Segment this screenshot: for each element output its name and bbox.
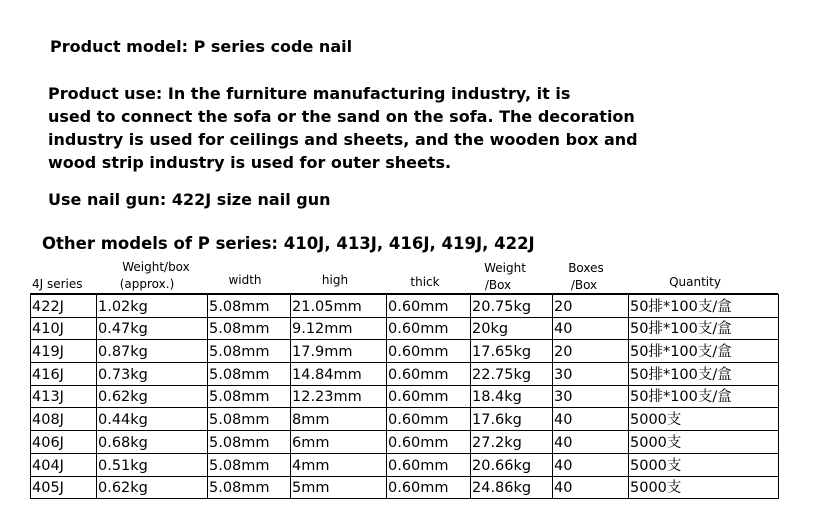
high-cell: 9.12mm — [291, 317, 387, 340]
product-use-line: industry is used for ceilings and sheets, and the wooden box and — [48, 130, 638, 149]
width-cell: 5.08mm — [208, 408, 291, 431]
width-cell: 5.08mm — [208, 476, 291, 499]
thick-cell: 0.60mm — [387, 431, 471, 454]
quantity-cell: 50排*100支/盒 — [629, 295, 779, 318]
table-row — [31, 408, 779, 431]
weight-cell: 1.02kg — [97, 295, 208, 318]
quantity-cell: 5000支 — [629, 476, 779, 499]
header-series: 4J series — [32, 277, 83, 291]
quantity-cell: 50排*100支/盒 — [629, 385, 779, 408]
thick-cell: 0.60mm — [387, 295, 471, 318]
width-cell: 5.08mm — [208, 340, 291, 363]
product-spec-table — [30, 294, 779, 499]
series-cell: 410J — [31, 317, 97, 340]
product-use-line: Product use: In the furniture manufacturing industry, it is — [48, 84, 571, 103]
table-row — [31, 363, 779, 386]
weight-per-box-cell: 17.65kg — [471, 340, 553, 363]
quantity-cell: 5000支 — [629, 453, 779, 476]
other-models-heading: Other models of P series: 410J, 413J, 416J, 419J, 422J — [42, 234, 535, 253]
thick-cell: 0.60mm — [387, 317, 471, 340]
weight-cell: 0.87kg — [97, 340, 208, 363]
table-row — [31, 476, 779, 499]
weight-per-box-cell: 22.75kg — [471, 363, 553, 386]
nail-gun-text: Use nail gun: 422J size nail gun — [48, 190, 331, 209]
thick-cell: 0.60mm — [387, 453, 471, 476]
quantity-cell: 5000支 — [629, 408, 779, 431]
series-cell: 406J — [31, 431, 97, 454]
weight-cell: 0.73kg — [97, 363, 208, 386]
header-quantity: Quantity — [669, 275, 721, 289]
series-cell: 416J — [31, 363, 97, 386]
quantity-cell: 50排*100支/盒 — [629, 317, 779, 340]
series-cell: 413J — [31, 385, 97, 408]
high-cell: 12.23mm — [291, 385, 387, 408]
high-cell: 6mm — [291, 431, 387, 454]
series-cell: 405J — [31, 476, 97, 499]
boxes-cell: 20 — [553, 340, 629, 363]
quantity-cell: 50排*100支/盒 — [629, 340, 779, 363]
thick-cell: 0.60mm — [387, 340, 471, 363]
weight-per-box-cell: 17.6kg — [471, 408, 553, 431]
width-cell: 5.08mm — [208, 385, 291, 408]
boxes-cell: 30 — [553, 363, 629, 386]
high-cell: 21.05mm — [291, 295, 387, 318]
header-weight-box-line1: Weight — [484, 261, 526, 275]
weight-per-box-cell: 20.75kg — [471, 295, 553, 318]
header-weight-box-line2: /Box — [484, 278, 512, 292]
table-row — [31, 295, 779, 318]
weight-cell: 0.68kg — [97, 431, 208, 454]
high-cell: 8mm — [291, 408, 387, 431]
header-boxes-line1: Boxes — [568, 261, 604, 275]
series-cell: 422J — [31, 295, 97, 318]
thick-cell: 0.60mm — [387, 408, 471, 431]
table-row — [31, 317, 779, 340]
table-row — [31, 385, 779, 408]
weight-per-box-cell: 20.66kg — [471, 453, 553, 476]
weight-cell: 0.51kg — [97, 453, 208, 476]
header-thick: thick — [410, 275, 440, 289]
weight-per-box-cell: 18.4kg — [471, 385, 553, 408]
weight-cell: 0.47kg — [97, 317, 208, 340]
width-cell: 5.08mm — [208, 317, 291, 340]
quantity-cell: 5000支 — [629, 431, 779, 454]
weight-cell: 0.62kg — [97, 385, 208, 408]
series-cell: 404J — [31, 453, 97, 476]
weight-per-box-cell: 27.2kg — [471, 431, 553, 454]
product-use-line: used to connect the sofa or the sand on the sofa. The decoration — [48, 107, 635, 126]
product-model-heading: Product model: P series code nail — [50, 37, 353, 56]
series-cell: 408J — [31, 408, 97, 431]
high-cell: 17.9mm — [291, 340, 387, 363]
series-cell: 419J — [31, 340, 97, 363]
table-row — [31, 340, 779, 363]
width-cell: 5.08mm — [208, 363, 291, 386]
boxes-cell: 40 — [553, 317, 629, 340]
table-row — [31, 431, 779, 454]
high-cell: 14.84mm — [291, 363, 387, 386]
weight-per-box-cell: 24.86kg — [471, 476, 553, 499]
thick-cell: 0.60mm — [387, 385, 471, 408]
header-boxes-line2: /Box — [570, 278, 598, 292]
high-cell: 4mm — [291, 453, 387, 476]
quantity-cell: 50排*100支/盒 — [629, 363, 779, 386]
table-row — [31, 453, 779, 476]
width-cell: 5.08mm — [208, 453, 291, 476]
header-weight-line1: Weight/box — [122, 260, 190, 274]
weight-cell: 0.44kg — [97, 408, 208, 431]
thick-cell: 0.60mm — [387, 363, 471, 386]
boxes-cell: 40 — [553, 431, 629, 454]
high-cell: 5mm — [291, 476, 387, 499]
header-width: width — [228, 273, 262, 287]
boxes-cell: 40 — [553, 408, 629, 431]
header-high: high — [321, 273, 349, 287]
product-use-paragraph — [48, 82, 638, 174]
product-use-line: wood strip industry is used for outer sheets. — [48, 153, 452, 172]
width-cell: 5.08mm — [208, 431, 291, 454]
weight-per-box-cell: 20kg — [471, 317, 553, 340]
boxes-cell: 40 — [553, 476, 629, 499]
boxes-cell: 20 — [553, 295, 629, 318]
boxes-cell: 30 — [553, 385, 629, 408]
weight-cell: 0.62kg — [97, 476, 208, 499]
width-cell: 5.08mm — [208, 295, 291, 318]
boxes-cell: 40 — [553, 453, 629, 476]
header-weight-line2: (approx.) — [119, 277, 175, 291]
thick-cell: 0.60mm — [387, 476, 471, 499]
